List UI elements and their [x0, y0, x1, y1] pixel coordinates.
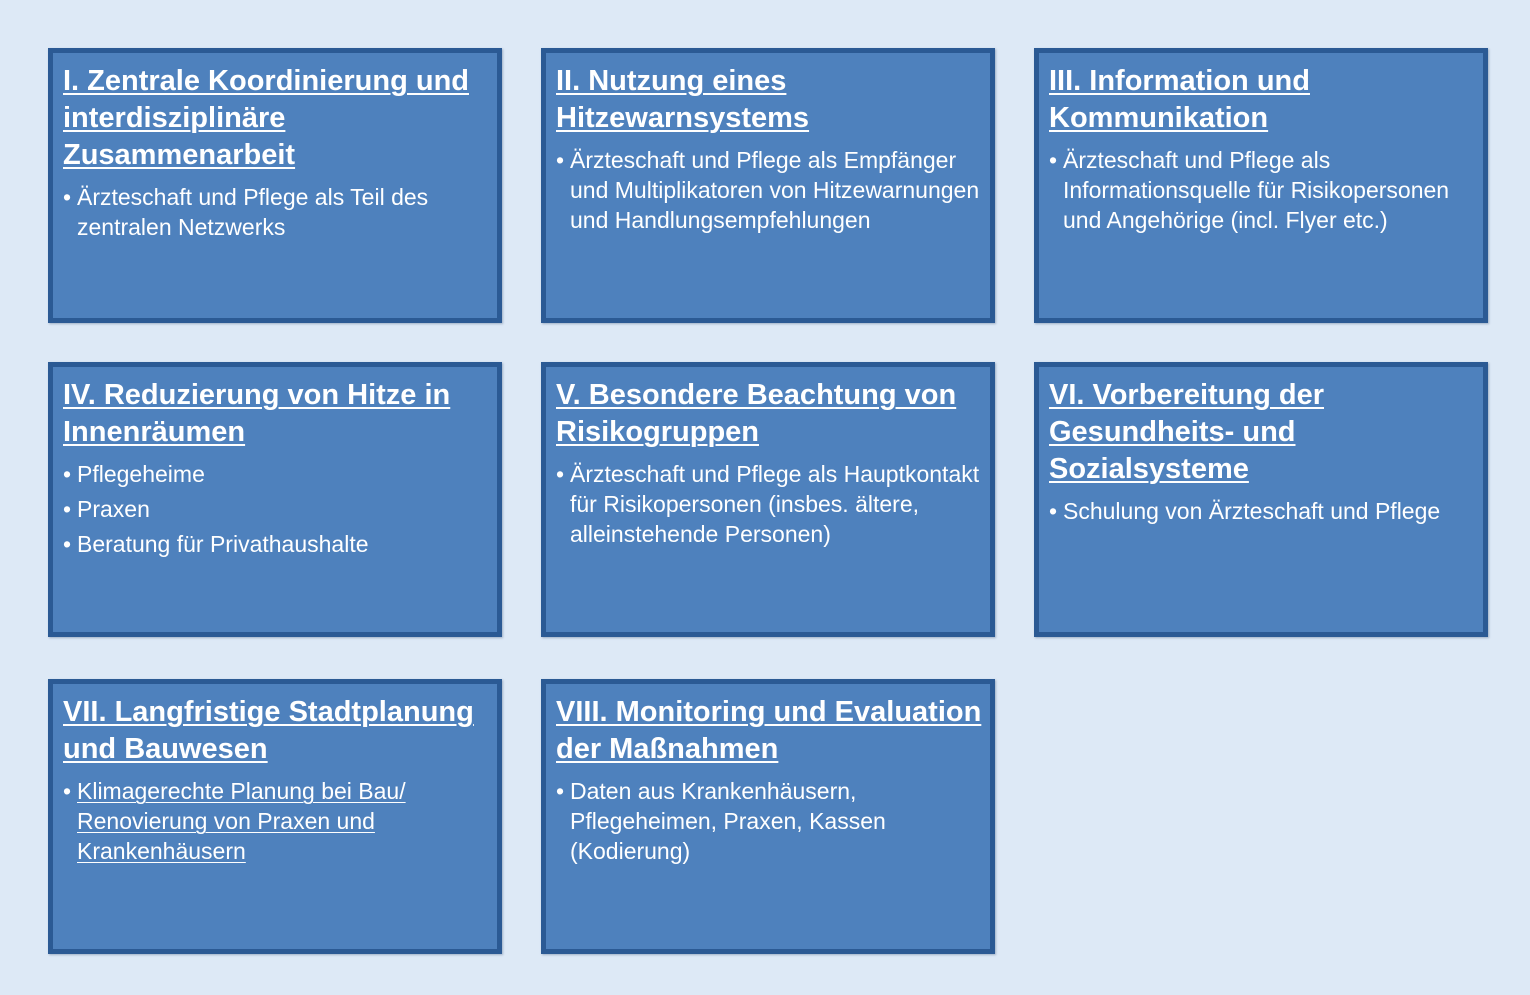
- measure-box-6: [1034, 362, 1488, 637]
- measure-item: • Ärzteschaft und Pflege als Informationsquelle für Risikopersonen und Angehörige (incl. Flyer etc.): [1049, 145, 1475, 235]
- measure-item: • Ärzteschaft und Pflege als Hauptkontakt für Risikopersonen (insbes. ältere, alleinstehende Personen): [556, 459, 982, 549]
- measure-list: [1049, 496, 1475, 526]
- measure-list: [63, 459, 489, 559]
- measure-title: IV. Reduzierung von Hitze in Innenräumen: [63, 379, 451, 448]
- measure-title: V. Besondere Beachtung von Risikogruppen: [556, 379, 957, 448]
- measure-item-link[interactable]: • Klimagerechte Planung bei Bau/ Renovierung von Praxen und Krankenhäusern: [63, 776, 489, 866]
- measure-item: • Schulung von Ärzteschaft und Pflege: [1049, 496, 1475, 526]
- measure-list: [63, 776, 489, 866]
- measure-list: [556, 145, 982, 235]
- measure-item: • Beratung für Privathaushalte: [63, 529, 489, 559]
- measure-list: [556, 459, 982, 549]
- measure-item: • Praxen: [63, 494, 489, 524]
- measure-item: • Daten aus Krankenhäusern, Pflegeheimen, Praxen, Kassen (Kodierung): [556, 776, 982, 866]
- measure-title: VII. Langfristige Stadtplanung und Bauwesen: [63, 696, 474, 765]
- measure-box-4: [48, 362, 502, 637]
- measure-box-1: [48, 48, 502, 323]
- measure-item: • Ärzteschaft und Pflege als Empfänger und Multiplikatoren von Hitzewarnungen und Handlungsempfehlungen: [556, 145, 982, 235]
- measure-list: [556, 776, 982, 866]
- measure-title: VI. Vorbereitung der Gesundheits- und Sozialsysteme: [1049, 379, 1325, 485]
- measure-box-2: [541, 48, 995, 323]
- measure-title: I. Zentrale Koordinierung und interdisziplinäre Zusammenarbeit: [63, 65, 469, 171]
- measure-title: VIII. Monitoring und Evaluation der Maßnahmen: [556, 696, 982, 765]
- measure-box-5: [541, 362, 995, 637]
- measure-list: [63, 182, 489, 242]
- measure-item: • Pflegeheime: [63, 459, 489, 489]
- measure-item: • Ärzteschaft und Pflege als Teil des zentralen Netzwerks: [63, 182, 489, 242]
- measure-box-8: [541, 679, 995, 954]
- measure-box-7: [48, 679, 502, 954]
- measure-box-3: [1034, 48, 1488, 323]
- measure-title: III. Information und Kommunikation: [1049, 65, 1310, 134]
- measure-title: II. Nutzung eines Hitzewarnsystems: [556, 65, 810, 134]
- measure-list: [1049, 145, 1475, 235]
